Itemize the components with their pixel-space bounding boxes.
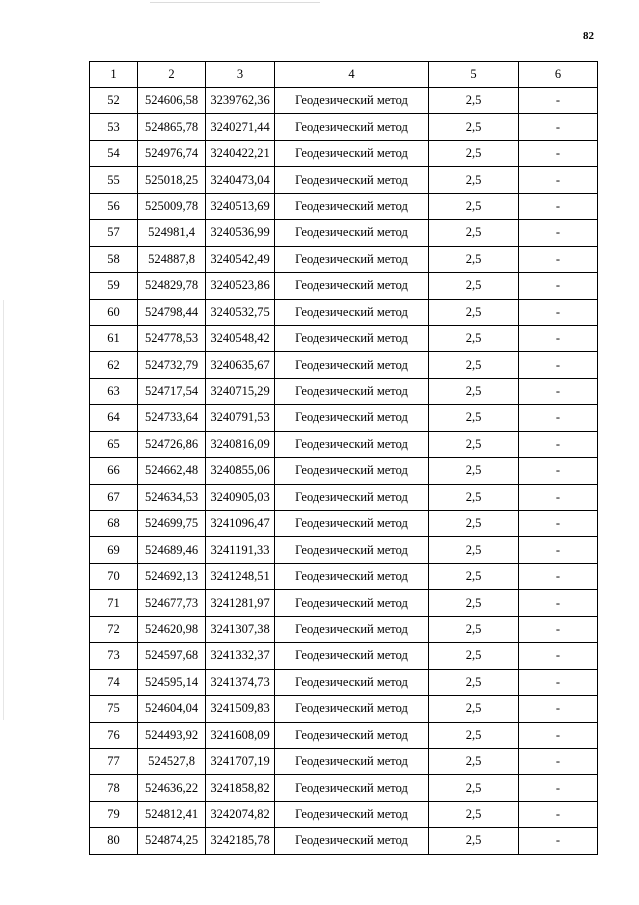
accuracy-cell: 2,5: [429, 484, 519, 510]
table-row: [90, 167, 598, 193]
note-cell: -: [519, 378, 598, 404]
table-row: [90, 273, 598, 299]
table-row: [90, 484, 598, 510]
table-row: [90, 722, 598, 748]
method-cell: Геодезический метод: [275, 246, 429, 272]
x-coordinate-cell: 524677,73: [138, 590, 206, 616]
x-coordinate-cell: 524812,41: [138, 801, 206, 827]
accuracy-cell: 2,5: [429, 511, 519, 537]
accuracy-cell: 2,5: [429, 299, 519, 325]
point-number-cell: 58: [90, 246, 138, 272]
method-cell: Геодезический метод: [275, 511, 429, 537]
table-row: [90, 511, 598, 537]
point-number-cell: 60: [90, 299, 138, 325]
point-number-cell: 59: [90, 273, 138, 299]
x-coordinate-cell: 524606,58: [138, 88, 206, 114]
y-coordinate-cell: 3240473,04: [206, 167, 275, 193]
point-number-cell: 73: [90, 643, 138, 669]
table-row: [90, 299, 598, 325]
method-cell: Геодезический метод: [275, 352, 429, 378]
note-cell: -: [519, 405, 598, 431]
note-cell: -: [519, 458, 598, 484]
point-number-cell: 77: [90, 748, 138, 774]
method-cell: Геодезический метод: [275, 775, 429, 801]
accuracy-cell: 2,5: [429, 140, 519, 166]
table-row: [90, 220, 598, 246]
point-number-cell: 66: [90, 458, 138, 484]
y-coordinate-cell: 3240532,75: [206, 299, 275, 325]
method-cell: Геодезический метод: [275, 801, 429, 827]
table-row: [90, 801, 598, 827]
note-cell: -: [519, 246, 598, 272]
y-coordinate-cell: 3242185,78: [206, 828, 275, 854]
point-number-cell: 61: [90, 325, 138, 351]
method-cell: Геодезический метод: [275, 167, 429, 193]
note-cell: -: [519, 748, 598, 774]
page-number: 82: [583, 30, 594, 42]
accuracy-cell: 2,5: [429, 352, 519, 378]
point-number-cell: 76: [90, 722, 138, 748]
point-number-cell: 69: [90, 537, 138, 563]
note-cell: -: [519, 299, 598, 325]
y-coordinate-cell: 3239762,36: [206, 88, 275, 114]
accuracy-cell: 2,5: [429, 167, 519, 193]
point-number-cell: 71: [90, 590, 138, 616]
accuracy-cell: 2,5: [429, 696, 519, 722]
note-cell: -: [519, 88, 598, 114]
note-cell: -: [519, 114, 598, 140]
table-row: [90, 193, 598, 219]
method-cell: Геодезический метод: [275, 431, 429, 457]
table-row: [90, 325, 598, 351]
method-cell: Геодезический метод: [275, 273, 429, 299]
accuracy-cell: 2,5: [429, 643, 519, 669]
y-coordinate-cell: 3240816,09: [206, 431, 275, 457]
point-number-cell: 62: [90, 352, 138, 378]
y-coordinate-cell: 3240422,21: [206, 140, 275, 166]
method-cell: Геодезический метод: [275, 669, 429, 695]
method-cell: Геодезический метод: [275, 696, 429, 722]
accuracy-cell: 2,5: [429, 801, 519, 827]
y-coordinate-cell: 3241191,33: [206, 537, 275, 563]
x-coordinate-cell: 524798,44: [138, 299, 206, 325]
x-coordinate-cell: 524527,8: [138, 748, 206, 774]
table-row: [90, 537, 598, 563]
accuracy-cell: 2,5: [429, 325, 519, 351]
accuracy-cell: 2,5: [429, 378, 519, 404]
method-cell: Геодезический метод: [275, 590, 429, 616]
method-cell: Геодезический метод: [275, 537, 429, 563]
header-cell-col5: 5: [429, 62, 519, 88]
y-coordinate-cell: 3241248,51: [206, 563, 275, 589]
accuracy-cell: 2,5: [429, 669, 519, 695]
x-coordinate-cell: 525009,78: [138, 193, 206, 219]
x-coordinate-cell: 524732,79: [138, 352, 206, 378]
table-row: [90, 616, 598, 642]
table-row: [90, 246, 598, 272]
header-cell-col1: 1: [90, 62, 138, 88]
accuracy-cell: 2,5: [429, 458, 519, 484]
x-coordinate-cell: 524726,86: [138, 431, 206, 457]
y-coordinate-cell: 3241096,47: [206, 511, 275, 537]
y-coordinate-cell: 3240855,06: [206, 458, 275, 484]
note-cell: -: [519, 616, 598, 642]
x-coordinate-cell: 524699,75: [138, 511, 206, 537]
point-number-cell: 63: [90, 378, 138, 404]
table-row: [90, 669, 598, 695]
x-coordinate-cell: 524634,53: [138, 484, 206, 510]
point-number-cell: 68: [90, 511, 138, 537]
accuracy-cell: 2,5: [429, 220, 519, 246]
note-cell: -: [519, 775, 598, 801]
point-number-cell: 80: [90, 828, 138, 854]
note-cell: -: [519, 325, 598, 351]
accuracy-cell: 2,5: [429, 590, 519, 616]
x-coordinate-cell: 524733,64: [138, 405, 206, 431]
point-number-cell: 72: [90, 616, 138, 642]
y-coordinate-cell: 3241307,38: [206, 616, 275, 642]
point-number-cell: 55: [90, 167, 138, 193]
note-cell: -: [519, 511, 598, 537]
x-coordinate-cell: 524620,98: [138, 616, 206, 642]
note-cell: -: [519, 590, 598, 616]
table-row: [90, 748, 598, 774]
accuracy-cell: 2,5: [429, 114, 519, 140]
accuracy-cell: 2,5: [429, 405, 519, 431]
coordinates-table: [89, 61, 598, 855]
method-cell: Геодезический метод: [275, 616, 429, 642]
y-coordinate-cell: 3241281,97: [206, 590, 275, 616]
note-cell: -: [519, 140, 598, 166]
point-number-cell: 57: [90, 220, 138, 246]
x-coordinate-cell: 524595,14: [138, 669, 206, 695]
table-row: [90, 458, 598, 484]
x-coordinate-cell: 524887,8: [138, 246, 206, 272]
accuracy-cell: 2,5: [429, 431, 519, 457]
point-number-cell: 64: [90, 405, 138, 431]
point-number-cell: 65: [90, 431, 138, 457]
y-coordinate-cell: 3241707,19: [206, 748, 275, 774]
x-coordinate-cell: 524829,78: [138, 273, 206, 299]
table-row: [90, 352, 598, 378]
y-coordinate-cell: 3240635,67: [206, 352, 275, 378]
y-coordinate-cell: 3241374,73: [206, 669, 275, 695]
point-number-cell: 79: [90, 801, 138, 827]
accuracy-cell: 2,5: [429, 273, 519, 299]
method-cell: Геодезический метод: [275, 643, 429, 669]
x-coordinate-cell: 524636,22: [138, 775, 206, 801]
accuracy-cell: 2,5: [429, 563, 519, 589]
y-coordinate-cell: 3241332,37: [206, 643, 275, 669]
y-coordinate-cell: 3240542,49: [206, 246, 275, 272]
note-cell: -: [519, 167, 598, 193]
y-coordinate-cell: 3241608,09: [206, 722, 275, 748]
note-cell: -: [519, 431, 598, 457]
table-body: [90, 88, 598, 855]
y-coordinate-cell: 3240271,44: [206, 114, 275, 140]
table-row: [90, 88, 598, 114]
method-cell: Геодезический метод: [275, 378, 429, 404]
method-cell: Геодезический метод: [275, 140, 429, 166]
method-cell: Геодезический метод: [275, 114, 429, 140]
table-row: [90, 378, 598, 404]
note-cell: -: [519, 220, 598, 246]
y-coordinate-cell: 3240513,69: [206, 193, 275, 219]
point-number-cell: 74: [90, 669, 138, 695]
x-coordinate-cell: 524597,68: [138, 643, 206, 669]
note-cell: -: [519, 722, 598, 748]
method-cell: Геодезический метод: [275, 484, 429, 510]
point-number-cell: 78: [90, 775, 138, 801]
header-cell-col6: 6: [519, 62, 598, 88]
y-coordinate-cell: 3240791,53: [206, 405, 275, 431]
note-cell: -: [519, 696, 598, 722]
table-header: [90, 62, 598, 88]
point-number-cell: 75: [90, 696, 138, 722]
x-coordinate-cell: 524604,04: [138, 696, 206, 722]
point-number-cell: 52: [90, 88, 138, 114]
point-number-cell: 53: [90, 114, 138, 140]
accuracy-cell: 2,5: [429, 748, 519, 774]
table-row: [90, 775, 598, 801]
scan-edge-mark-left: [3, 300, 4, 720]
table-row: [90, 140, 598, 166]
method-cell: Геодезический метод: [275, 748, 429, 774]
y-coordinate-cell: 3241509,83: [206, 696, 275, 722]
table-row: [90, 431, 598, 457]
method-cell: Геодезический метод: [275, 563, 429, 589]
point-number-cell: 54: [90, 140, 138, 166]
table-row: [90, 590, 598, 616]
y-coordinate-cell: 3240548,42: [206, 325, 275, 351]
accuracy-cell: 2,5: [429, 775, 519, 801]
method-cell: Геодезический метод: [275, 88, 429, 114]
method-cell: Геодезический метод: [275, 220, 429, 246]
table-row: [90, 405, 598, 431]
y-coordinate-cell: 3241858,82: [206, 775, 275, 801]
x-coordinate-cell: 525018,25: [138, 167, 206, 193]
table-row: [90, 563, 598, 589]
accuracy-cell: 2,5: [429, 616, 519, 642]
x-coordinate-cell: 524662,48: [138, 458, 206, 484]
method-cell: Геодезический метод: [275, 828, 429, 854]
x-coordinate-cell: 524493,92: [138, 722, 206, 748]
y-coordinate-cell: 3240523,86: [206, 273, 275, 299]
method-cell: Геодезический метод: [275, 405, 429, 431]
y-coordinate-cell: 3242074,82: [206, 801, 275, 827]
accuracy-cell: 2,5: [429, 722, 519, 748]
method-cell: Геодезический метод: [275, 325, 429, 351]
accuracy-cell: 2,5: [429, 246, 519, 272]
method-cell: Геодезический метод: [275, 722, 429, 748]
x-coordinate-cell: 524981,4: [138, 220, 206, 246]
point-number-cell: 70: [90, 563, 138, 589]
method-cell: Геодезический метод: [275, 193, 429, 219]
accuracy-cell: 2,5: [429, 537, 519, 563]
note-cell: -: [519, 828, 598, 854]
x-coordinate-cell: 524689,46: [138, 537, 206, 563]
header-row: [90, 62, 598, 88]
note-cell: -: [519, 801, 598, 827]
note-cell: -: [519, 563, 598, 589]
table-row: [90, 643, 598, 669]
method-cell: Геодезический метод: [275, 299, 429, 325]
table-row: [90, 696, 598, 722]
accuracy-cell: 2,5: [429, 88, 519, 114]
table-row: [90, 114, 598, 140]
y-coordinate-cell: 3240715,29: [206, 378, 275, 404]
accuracy-cell: 2,5: [429, 828, 519, 854]
x-coordinate-cell: 524976,74: [138, 140, 206, 166]
y-coordinate-cell: 3240536,99: [206, 220, 275, 246]
point-number-cell: 67: [90, 484, 138, 510]
method-cell: Геодезический метод: [275, 458, 429, 484]
note-cell: -: [519, 537, 598, 563]
x-coordinate-cell: 524717,54: [138, 378, 206, 404]
x-coordinate-cell: 524778,53: [138, 325, 206, 351]
point-number-cell: 56: [90, 193, 138, 219]
x-coordinate-cell: 524874,25: [138, 828, 206, 854]
header-cell-col3: 3: [206, 62, 275, 88]
note-cell: -: [519, 484, 598, 510]
note-cell: -: [519, 352, 598, 378]
note-cell: -: [519, 193, 598, 219]
note-cell: -: [519, 643, 598, 669]
accuracy-cell: 2,5: [429, 193, 519, 219]
scan-edge-mark-top: [150, 2, 320, 3]
header-cell-col2: 2: [138, 62, 206, 88]
y-coordinate-cell: 3240905,03: [206, 484, 275, 510]
x-coordinate-cell: 524692,13: [138, 563, 206, 589]
x-coordinate-cell: 524865,78: [138, 114, 206, 140]
note-cell: -: [519, 273, 598, 299]
header-cell-col4: 4: [275, 62, 429, 88]
table-row: [90, 828, 598, 854]
note-cell: -: [519, 669, 598, 695]
